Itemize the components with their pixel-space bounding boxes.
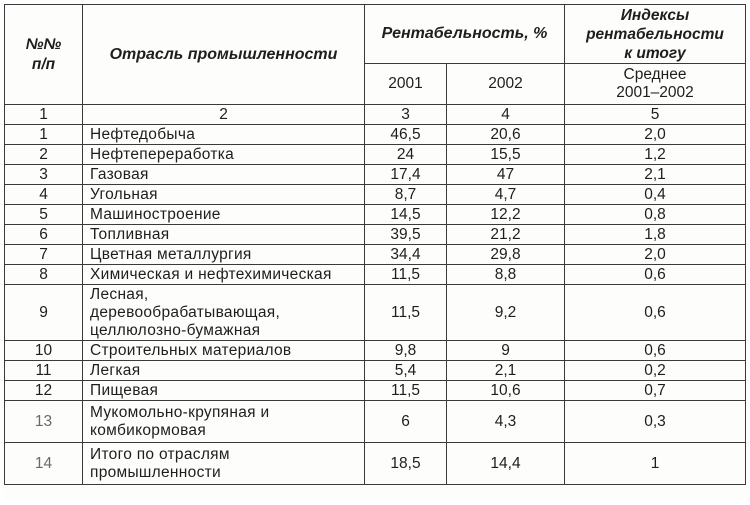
value-2001: 14,5 [365, 205, 447, 225]
value-2002: 29,8 [447, 245, 565, 265]
industry-name [83, 185, 365, 205]
table-row [5, 165, 746, 185]
index-value: 0,3 [565, 401, 746, 443]
row-number: 2 [5, 145, 83, 165]
index-value: 2,0 [565, 245, 746, 265]
industry-name [83, 225, 365, 245]
column-number: 2 [83, 105, 365, 125]
header-average-line1: Среднее [623, 66, 687, 83]
table-row [5, 125, 746, 145]
industry-name-line: промышленности [90, 463, 221, 481]
header-industry: Отрасль промышленности [83, 5, 365, 105]
value-2002: 14,4 [447, 443, 565, 485]
industry-name-line: Нефтедобыча [90, 125, 196, 143]
industry-name-line: Газовая [90, 165, 149, 183]
table-row [5, 401, 746, 443]
value-2002: 12,2 [447, 205, 565, 225]
industry-name [83, 265, 365, 285]
table-row [5, 145, 746, 165]
row-number: 3 [5, 165, 83, 185]
row-number: 7 [5, 245, 83, 265]
industry-name [83, 205, 365, 225]
industry-name-line: Топливная [90, 225, 170, 243]
industry-name-line: Итого по отраслям [90, 445, 230, 463]
row-number: 4 [5, 185, 83, 205]
header-average-line2: 2001–2002 [616, 84, 694, 101]
industry-name [83, 341, 365, 361]
industry-name-line: комбикормовая [90, 421, 207, 439]
table-row [5, 185, 746, 205]
row-number: 12 [5, 381, 83, 401]
value-2001: 24 [365, 145, 447, 165]
column-number: 1 [5, 105, 83, 125]
table-row [5, 443, 746, 485]
industry-name-line: Мукомольно-крупяная и [90, 403, 270, 421]
index-value: 2,0 [565, 125, 746, 145]
industry-name-line: целлюлозно-бумажная [90, 321, 261, 339]
row-number: 13 [5, 401, 83, 443]
header-year-2001: 2001 [365, 64, 447, 105]
table-row [5, 341, 746, 361]
header-index-line3: к итогу [624, 44, 686, 62]
industry-name-line: Цветная металлургия [90, 245, 252, 263]
header-index [565, 5, 746, 64]
value-2002: 21,2 [447, 225, 565, 245]
value-2001: 17,4 [365, 165, 447, 185]
value-2002: 15,5 [447, 145, 565, 165]
row-number: 9 [5, 285, 83, 341]
table-row [5, 361, 746, 381]
header-number-line2: п/п [31, 55, 56, 73]
profitability-table [4, 4, 746, 485]
index-value: 0,8 [565, 205, 746, 225]
header-index-line2: рентабельности [586, 25, 724, 43]
industry-name-line: Легкая [90, 361, 141, 379]
industry-name-line: Угольная [90, 185, 158, 203]
value-2002: 4,3 [447, 401, 565, 443]
value-2002: 4,7 [447, 185, 565, 205]
header-index-line1: Индексы [620, 6, 690, 24]
industry-name-line: Химическая и нефтехимическая [90, 265, 332, 283]
index-value: 1,8 [565, 225, 746, 245]
value-2002: 10,6 [447, 381, 565, 401]
document-page [4, 4, 745, 499]
industry-name-line: Машиностроение [90, 205, 221, 223]
industry-name-line: Строительных материалов [90, 341, 292, 359]
header-average [565, 64, 746, 105]
value-2001: 9,8 [365, 341, 447, 361]
index-value: 0,4 [565, 185, 746, 205]
header-profitability: Рентабельность, % [365, 5, 565, 64]
industry-name-line: Лесная, [90, 285, 149, 303]
row-number: 1 [5, 125, 83, 145]
index-value: 2,1 [565, 165, 746, 185]
value-2001: 11,5 [365, 285, 447, 341]
row-number: 8 [5, 265, 83, 285]
value-2002: 9 [447, 341, 565, 361]
index-value: 1 [565, 443, 746, 485]
industry-name-line: Нефтепереработка [90, 145, 235, 163]
industry-name [83, 401, 365, 443]
index-value: 0,2 [565, 361, 746, 381]
industry-name [83, 125, 365, 145]
value-2002: 47 [447, 165, 565, 185]
industry-name [83, 145, 365, 165]
table-row [5, 265, 746, 285]
value-2001: 18,5 [365, 443, 447, 485]
index-value: 0,6 [565, 341, 746, 361]
value-2002: 9,2 [447, 285, 565, 341]
industry-name [83, 443, 365, 485]
value-2001: 8,7 [365, 185, 447, 205]
industry-name [83, 245, 365, 265]
industry-name [83, 381, 365, 401]
row-number: 10 [5, 341, 83, 361]
value-2001: 39,5 [365, 225, 447, 245]
value-2001: 6 [365, 401, 447, 443]
value-2001: 46,5 [365, 125, 447, 145]
value-2001: 11,5 [365, 265, 447, 285]
industry-name [83, 361, 365, 381]
row-number: 11 [5, 361, 83, 381]
row-number: 6 [5, 225, 83, 245]
column-number: 5 [565, 105, 746, 125]
table-row [5, 381, 746, 401]
value-2001: 11,5 [365, 381, 447, 401]
header-number-line1: №№ [25, 35, 62, 53]
index-value: 1,2 [565, 145, 746, 165]
row-number: 5 [5, 205, 83, 225]
value-2001: 34,4 [365, 245, 447, 265]
column-number: 4 [447, 105, 565, 125]
industry-name-line: Пищевая [90, 381, 159, 399]
index-value: 0,6 [565, 285, 746, 341]
index-value: 0,7 [565, 381, 746, 401]
table-row [5, 285, 746, 341]
table-row [5, 225, 746, 245]
industry-name [83, 165, 365, 185]
header-year-2002: 2002 [447, 64, 565, 105]
table-row [5, 205, 746, 225]
value-2002: 20,6 [447, 125, 565, 145]
row-number: 14 [5, 443, 83, 485]
table-row [5, 245, 746, 265]
value-2001: 5,4 [365, 361, 447, 381]
index-value: 0,6 [565, 265, 746, 285]
value-2002: 8,8 [447, 265, 565, 285]
column-number: 3 [365, 105, 447, 125]
industry-name [83, 285, 365, 341]
industry-name-line: деревообрабатывающая, [90, 303, 281, 321]
value-2002: 2,1 [447, 361, 565, 381]
header-number [5, 5, 83, 105]
